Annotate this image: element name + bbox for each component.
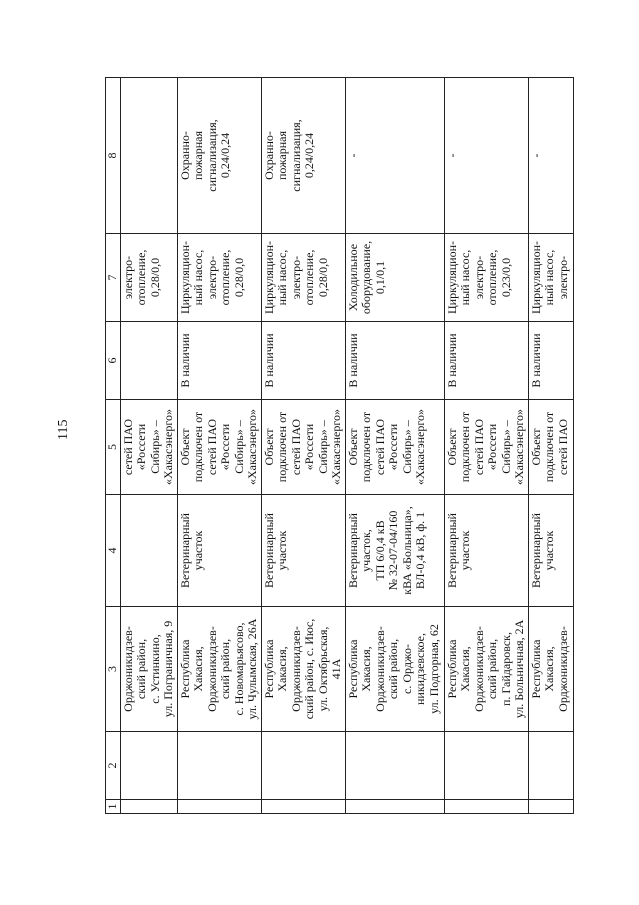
table-row [528, 78, 573, 814]
table-row [444, 78, 528, 814]
column-header: 7 [106, 234, 121, 322]
column-header: 3 [106, 607, 121, 732]
table-cell: - [528, 78, 573, 234]
table-cell [120, 800, 177, 814]
table-cell: Циркуляцион- ный насос, электро- отопление, 0,28/0,0 [261, 234, 345, 322]
table-cell: В наличии [345, 322, 444, 400]
table-cell: Охранно- пожарная сигнализация, 0,24/0,24 [177, 78, 261, 234]
table-cell [120, 732, 177, 800]
table-cell [177, 800, 261, 814]
table-cell: Орджоникидзев- ский район, с. Устинкино, ул. Пограничная, 9 [120, 607, 177, 732]
table-cell: Циркуляцион- ный насос, электро- отопление, 0,28/0,0 [177, 234, 261, 322]
table-cell: Республика Хакасия, Орджоникидзев- ский район, с. Новомарьясово, ул. Чулымская, 26А [177, 607, 261, 732]
table-cell: Циркуляцион- ный насос, электро- [528, 234, 573, 322]
table-cell: - [444, 78, 528, 234]
table-cell: Ветеринарный участок, ТП 6/0,4 кВ № 32-07-04/160 кВА «Больница», ВЛ-0,4 кВ, ф. 1 [345, 495, 444, 607]
table-cell: В наличии [528, 322, 573, 400]
table-cell [261, 800, 345, 814]
table-cell: Республика Хакасия, Орджоникидзев- [528, 607, 573, 732]
table-cell [261, 732, 345, 800]
rotated-table-container [105, 78, 570, 814]
table-cell: Ветеринарный участок [261, 495, 345, 607]
table-cell [120, 495, 177, 607]
table-cell [528, 732, 573, 800]
table-cell: Республика Хакасия, Орджоникидзев- ский район, с. Июс, ул. Октябрьская, 41А [261, 607, 345, 732]
table-cell [177, 732, 261, 800]
table-cell: Холодильное оборудование, 0,1/0,1 [345, 234, 444, 322]
table-cell: Республика Хакасия, Орджоникидзев- ский район, п. Гайдаровск, ул. Больничная, 2А [444, 607, 528, 732]
table-cell: сетей ПАО «Россети Сибирь» – «Хакасэнерго» [120, 400, 177, 495]
page-number: 115 [56, 419, 71, 440]
table-header-row [106, 78, 121, 814]
column-header: 5 [106, 400, 121, 495]
table-row [120, 78, 177, 814]
table-cell [120, 78, 177, 234]
table-cell [444, 800, 528, 814]
table-cell: Республика Хакасия, Орджоникидзев- ский район, с. Орджо- никидзевское, ул. Подгорная, 62 [345, 607, 444, 732]
column-header: 6 [106, 322, 121, 400]
table-cell: Ветеринарный участок [444, 495, 528, 607]
table-cell: Объект подключен от сетей ПАО «Россети Сибирь» – «Хакасэнерго» [444, 400, 528, 495]
table-cell: Охранно- пожарная сигнализация, 0,24/0,24 [261, 78, 345, 234]
table-cell: Объект подключен от сетей ПАО «Россети Сибирь» – «Хакасэнерго» [261, 400, 345, 495]
table-row [261, 78, 345, 814]
table-cell [120, 322, 177, 400]
table-cell: Объект подключен от сетей ПАО «Россети Сибирь» – «Хакасэнерго» [177, 400, 261, 495]
table-cell [528, 800, 573, 814]
table-cell: В наличии [261, 322, 345, 400]
table-cell [444, 732, 528, 800]
column-header: 4 [106, 495, 121, 607]
column-header: 1 [106, 800, 121, 814]
table-cell [345, 732, 444, 800]
table-cell: Ветеринарный участок [177, 495, 261, 607]
table-cell [345, 800, 444, 814]
table-cell: Ветеринарный участок [528, 495, 573, 607]
table-cell: В наличии [444, 322, 528, 400]
table-cell: В наличии [177, 322, 261, 400]
table-row [345, 78, 444, 814]
table-cell: - [345, 78, 444, 234]
table-row [177, 78, 261, 814]
column-header: 8 [106, 78, 121, 234]
table-cell: Объект подключен от сетей ПАО [528, 400, 573, 495]
data-table [105, 77, 574, 814]
table-cell: Объект подключен от сетей ПАО «Россети Сибирь» – «Хакасэнерго» [345, 400, 444, 495]
table-cell: электро- отопление, 0,28/0,0 [120, 234, 177, 322]
table-cell: Циркуляцион- ный насос, электро- отопление, 0,23/0,0 [444, 234, 528, 322]
column-header: 2 [106, 732, 121, 800]
